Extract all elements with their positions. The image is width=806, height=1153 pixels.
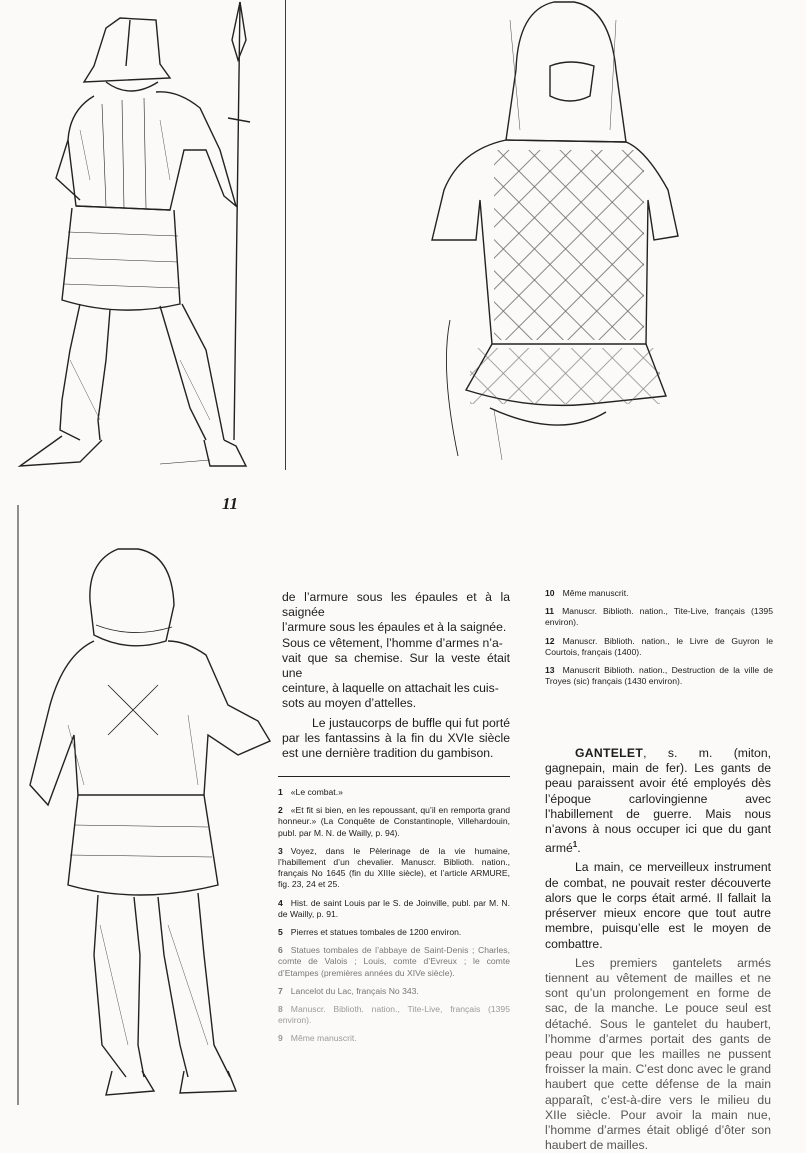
gantelet-paragraph: La main, ce merveilleux instrument de combat, ne pouvait rester découverte alors que le corps était armé. Il fallait la préserver mieux encore que tout autre membre, puisqu’elle est le moyen de combattre. <box>545 860 771 951</box>
illustration-soldier-with-spear <box>10 0 280 480</box>
footnotes-left <box>278 776 510 1052</box>
footnote-rule <box>278 776 510 777</box>
gantelet-paragraph: Les premiers gantelets armés tiennent au vêtement de mailles et ne sont qu’un prolongement en forme de sac, de la manche. Le pouce seul est détaché. Sous le gantelet du haubert, l’homme d’armes portait des gants de peau pour que les mailles ne pussent froisser la main. C’est donc avec le grand haubert que cette défense de la main apparaît, c’est-à-dire vers le milieu du XIIe siècle. Pour avoir la main nue, l’homme d’armes était obligé d’ôter son haubert de mailles. <box>545 955 771 1153</box>
footnote: 5 Pierres et statues tombales de 1200 environ. <box>278 927 462 938</box>
footnote: 4 Hist. de saint Louis par le S. de Joinville, publ. par M. N. de Wailly, p. 91. <box>278 897 510 919</box>
footnote: 12 Manuscr. Biblioth. nation., le Livre de Guyron le Courtois, français (1400). <box>545 635 773 657</box>
footnote: 3 Voyez, dans le Pèlerinage de la vie humaine, l’habillement d’un chevalier. Manuscr. Biblioth. nation., français No 1645 (fin du XIIIe siècle), et l’article ARMURE, fig. 23, 24 et 25. <box>278 845 510 890</box>
footnote: 8 Manuscr. Biblioth. nation., Tite-Live, français (1395 environ). <box>278 1004 510 1026</box>
illustration-quilted-gambeson <box>410 0 700 500</box>
figure-number: 11 <box>222 494 239 513</box>
body-paragraph: Le justaucorps de buffle qui fut porté par les fantassins à la fin du XVIe siècle est une dernière tradition du gambison. <box>282 715 510 761</box>
body-line: Sous ce vêtement, l’homme d’armes n’a- <box>282 635 503 650</box>
gantelet-paragraph: GANTELET, s. m. (miton, gagnepain, main de fer). Les gants de peau paraissent avoir été employés dès l’époque carlovingienne avec l’habillement de guerre. Mais nous n’avons à nous occuper ici que du gant armé$^1$. <box>545 746 771 856</box>
body-line: sots au moyen d’attelles. <box>282 696 417 711</box>
body-line: l’armure sous les épaules et à la saignée. <box>282 620 507 635</box>
column-divider <box>285 0 286 470</box>
footnote: 11 Manuscr. Biblioth. nation., Tite-Live, français (1395 environ). <box>545 606 773 628</box>
footnotes-right <box>545 588 773 694</box>
footnote: 1 «Le combat.» <box>278 787 343 797</box>
footnote: 10 Même manuscrit. <box>545 588 629 598</box>
body-line: vait que sa chemise. Sur la veste était une <box>282 650 510 681</box>
body-line: de l’armure sous les épaules et à la saignée <box>282 590 510 620</box>
footnote: 2 «Et fit si bien, en les repoussant, qu’il en remporta grand honneur.» (La Conquête de Constantinople, Villehardouin, publ. par M. N. de Wailly, p. 94). <box>278 805 510 838</box>
footnote: 6 Statues tombales de l’abbaye de Saint-Denis ; Charles, comte de Valois ; Louis, comte d’Evreux ; le comte d’Etampes (premières années du XIVe siècle). <box>278 945 510 978</box>
body-line: ceinture, à laquelle on attachait les cuis- <box>282 681 499 696</box>
headword: GANTELET <box>575 746 644 760</box>
footnote-ref: 1 <box>572 840 578 850</box>
footnote: 13 Manuscrit Biblioth. nation., Destruction de la ville de Troyes (sic) français (1430 environ). <box>545 665 773 687</box>
footnote: 7 Lancelot du Lac, français No 343. <box>278 985 419 996</box>
body-text <box>282 590 510 761</box>
gantelet-article <box>545 746 771 1153</box>
footnote: 9 Même manuscrit. <box>278 1033 357 1044</box>
illustration-soldier-from-behind <box>8 505 276 1105</box>
